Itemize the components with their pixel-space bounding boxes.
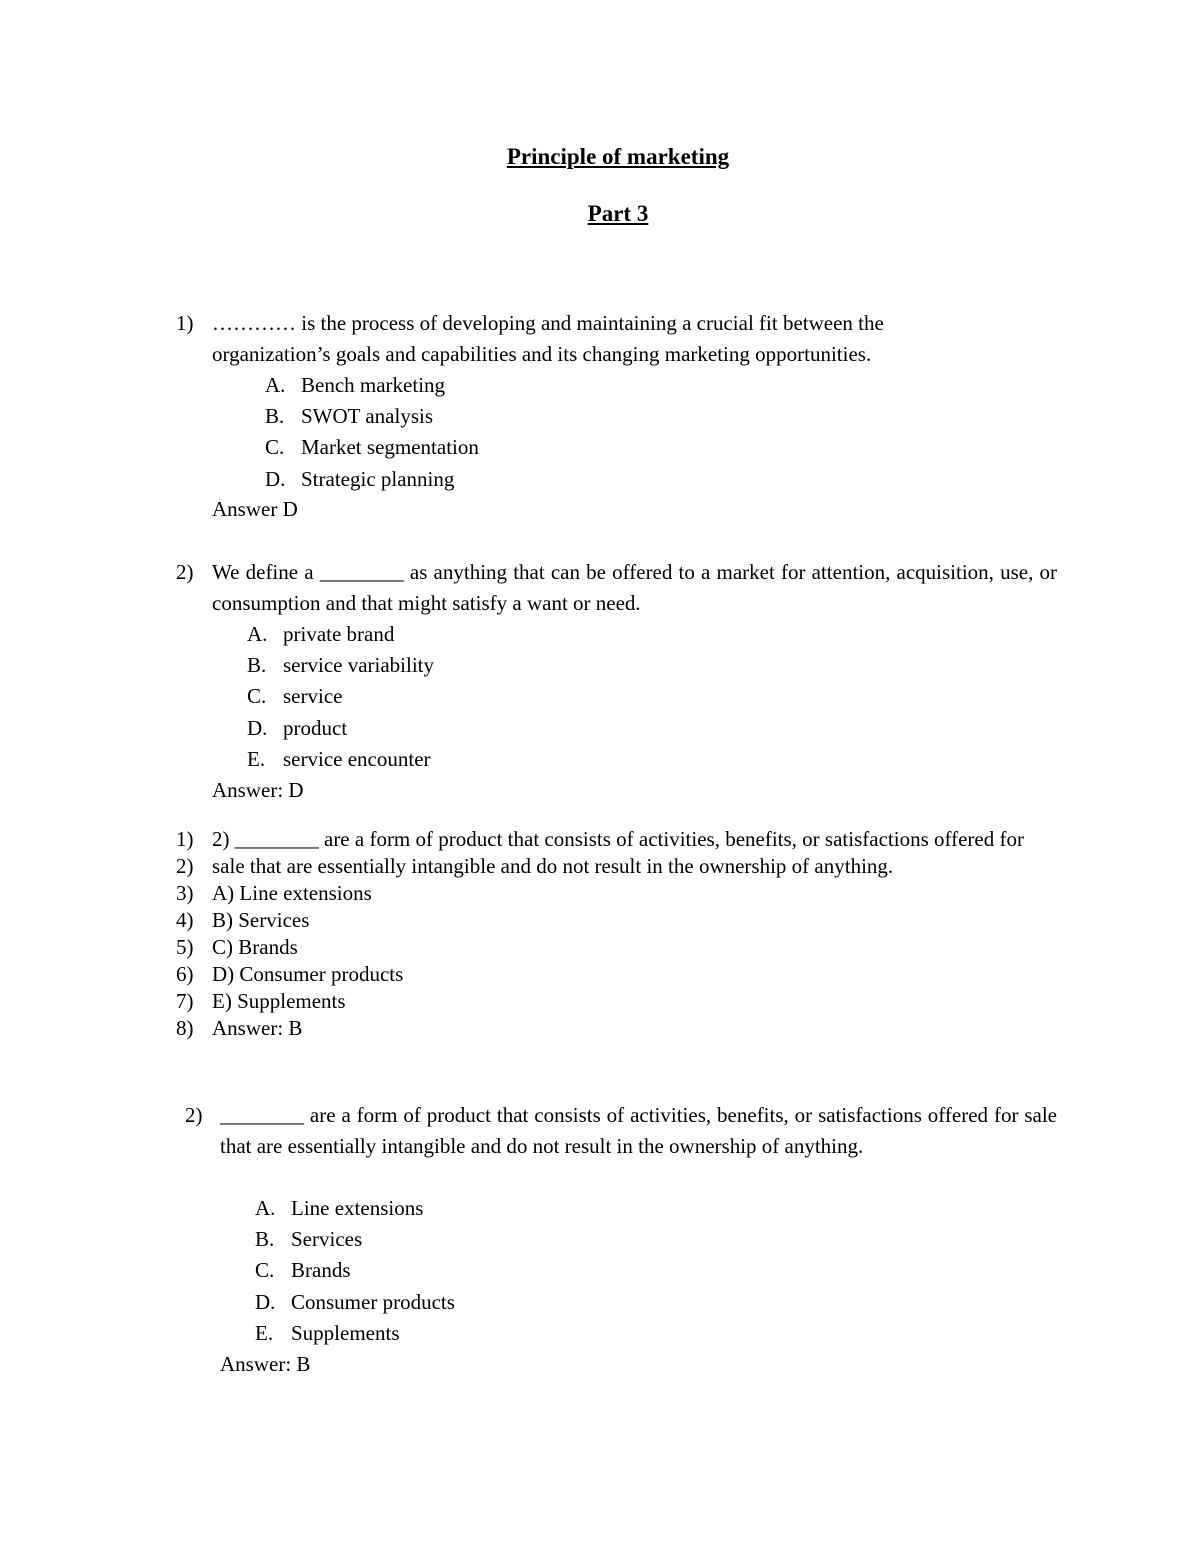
option-letter: D.: [265, 466, 286, 491]
option-letter: E.: [255, 1320, 274, 1345]
question-number: 1): [176, 311, 194, 335]
option-letter: A.: [255, 1196, 276, 1220]
option-text: SWOT analysis: [301, 404, 434, 429]
option-text: Strategic planning: [301, 466, 455, 491]
list-item: [0, 1015, 1057, 1042]
option-letter: B.: [265, 404, 285, 429]
list-number: 7): [176, 989, 194, 1013]
list-text: sale that are essentially intangible and do not result in the ownership of anything.: [212, 854, 894, 878]
option-letter: C.: [265, 435, 285, 460]
option-letter: D.: [247, 715, 268, 740]
list-text: Answer: B: [212, 1016, 303, 1040]
question-text: ________ are a form of product that consists of activities, benefits, or satisfactions offered for sale that are essentially intangible and do not result in the ownership of anything.: [220, 1103, 1057, 1158]
list-number: 4): [176, 908, 194, 932]
list-text: E) Supplements: [212, 989, 346, 1013]
option-text: service variability: [283, 653, 435, 678]
option-letter: A.: [265, 373, 286, 397]
option-letter: B.: [255, 1227, 275, 1252]
question-text: We define a ________ as anything that can be offered to a market for attention, acquisition, use, or consumption and that might satisfy a want or need.: [212, 560, 1057, 615]
document-subtitle: Part 3: [587, 201, 649, 226]
option-text: Services: [291, 1227, 363, 1252]
list-number: 8): [176, 1016, 194, 1040]
option-letter: A.: [247, 622, 268, 646]
answer-text: Answer D: [212, 497, 298, 521]
option-text: product: [283, 715, 348, 740]
option-text: Supplements: [291, 1320, 400, 1345]
option-letter: D.: [255, 1289, 276, 1314]
list-item: [0, 826, 1057, 853]
question-number: 2): [185, 1103, 203, 1127]
list-text: 2) ________ are a form of product that consists of activities, benefits, or satisfactions offered for: [212, 827, 1024, 851]
list-text: B) Services: [212, 908, 310, 932]
numbered-list: [0, 826, 1057, 1042]
option-text: Consumer products: [291, 1289, 455, 1314]
answer-text: Answer: D: [212, 778, 304, 802]
option-text: Line extensions: [291, 1196, 424, 1220]
option-text: service encounter: [283, 746, 431, 771]
list-item: [0, 880, 1057, 907]
answer-text: Answer: B: [220, 1352, 311, 1376]
list-item: [0, 988, 1057, 1015]
option-text: private brand: [283, 622, 395, 646]
list-item: [0, 907, 1057, 934]
list-text: A) Line extensions: [212, 881, 372, 905]
list-item: [0, 961, 1057, 988]
question-number: 2): [176, 560, 194, 584]
option-text: Bench marketing: [301, 373, 446, 397]
option-letter: C.: [247, 684, 267, 709]
list-number: 3): [176, 881, 194, 905]
list-number: 5): [176, 935, 194, 959]
question-text: ………… is the process of developing and maintaining a crucial fit between the organization’s goals and capabilities and its changing marketing opportunities.: [212, 311, 884, 366]
option-letter: E.: [247, 746, 266, 771]
list-number: 1): [176, 827, 194, 851]
option-text: Market segmentation: [301, 435, 479, 460]
list-number: 2): [176, 854, 194, 878]
list-item: [0, 853, 1057, 880]
option-text: Brands: [291, 1258, 351, 1283]
list-item: [0, 934, 1057, 961]
option-letter: B.: [247, 653, 267, 678]
list-number: 6): [176, 962, 194, 986]
option-text: service: [283, 684, 343, 709]
list-text: C) Brands: [212, 935, 298, 959]
document-title: Principle of marketing: [506, 144, 730, 169]
option-letter: C.: [255, 1258, 275, 1283]
list-text: D) Consumer products: [212, 962, 404, 986]
